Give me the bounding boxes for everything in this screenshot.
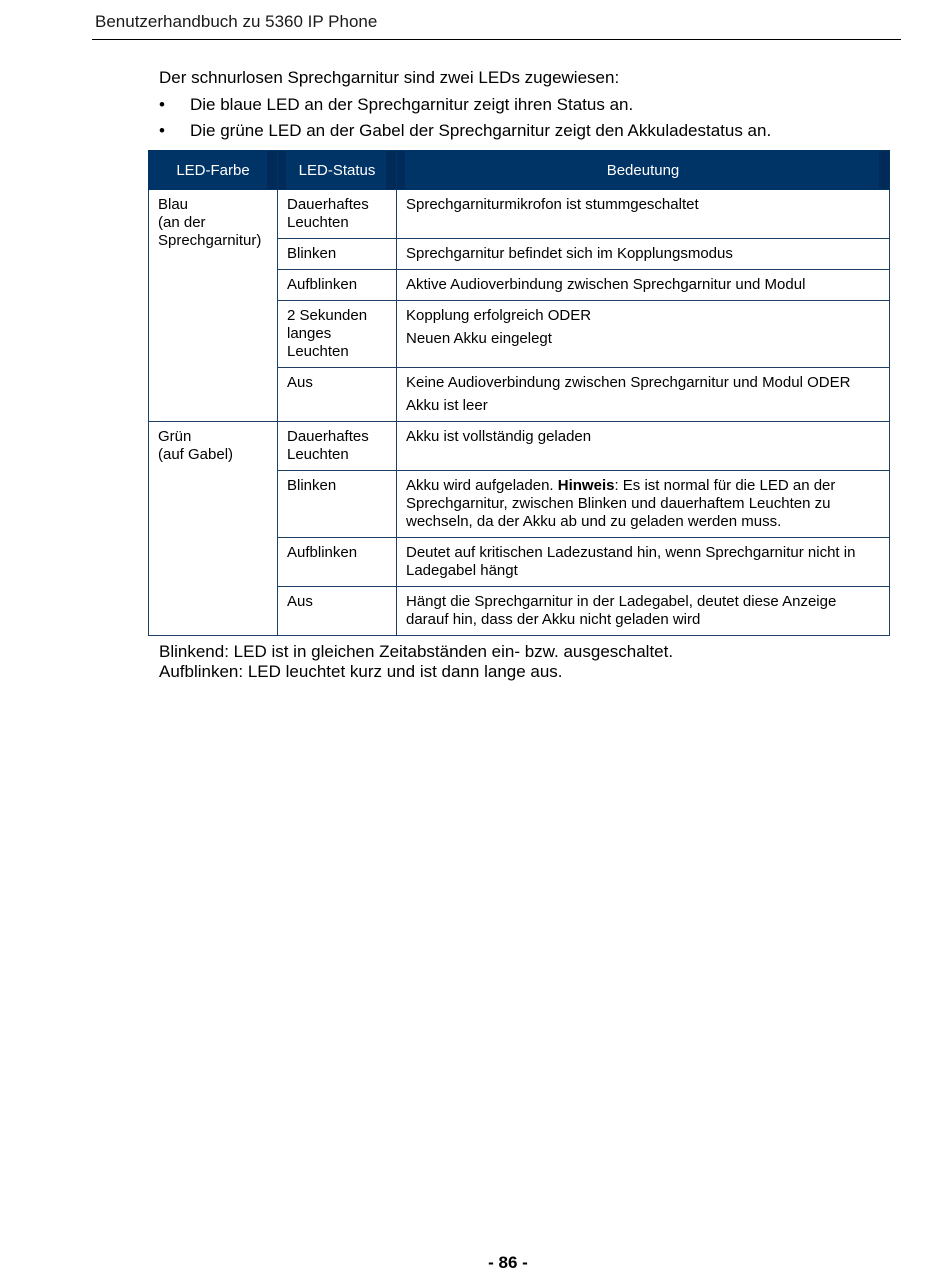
meaning-cell bbox=[397, 587, 890, 636]
header-led-status: LED-Status bbox=[278, 151, 397, 190]
color-line: Blau bbox=[158, 196, 189, 213]
meaning-line: Sprechgarniturmikrofon ist stummgeschaltet bbox=[406, 196, 699, 213]
hint-label: Hinweis bbox=[557, 477, 615, 494]
meaning-line: Neuen Akku eingelegt bbox=[406, 330, 552, 347]
status-line: Leuchten bbox=[287, 446, 349, 463]
color-cell-gruen bbox=[149, 422, 278, 636]
status-line: Aus bbox=[287, 593, 313, 610]
bullet-text: Die grüne LED an der Gabel der Sprechgarnitur zeigt den Akkuladestatus an. bbox=[190, 121, 772, 140]
status-line: Dauerhaftes bbox=[287, 196, 369, 213]
table-header-row bbox=[149, 151, 890, 190]
color-line: Grün bbox=[158, 428, 192, 445]
status-cell bbox=[278, 422, 397, 471]
header-led-farbe: LED-Farbe bbox=[149, 151, 278, 190]
status-line: 2 Sekunden bbox=[287, 307, 368, 324]
meaning-line: Kopplung erfolgreich ODER bbox=[406, 307, 592, 324]
status-cell bbox=[278, 190, 397, 239]
meaning-text: : Es ist normal für die LED an der Sprechgarnitur, zwischen Blinken und dauerhaftem Leuchten zu wechseln, da der Akku ab und zu geladen werden muss. bbox=[406, 477, 836, 530]
header-title: Benutzerhandbuch zu 5360 IP Phone bbox=[95, 12, 378, 31]
status-line: Aufblinken bbox=[287, 276, 358, 293]
status-line: Aufblinken bbox=[287, 544, 358, 561]
status-cell bbox=[278, 471, 397, 538]
status-cell bbox=[278, 368, 397, 422]
page-header bbox=[92, 10, 901, 40]
status-line: Leuchten bbox=[287, 343, 349, 360]
status-line: Dauerhaftes bbox=[287, 428, 369, 445]
meaning-line: Akku ist leer bbox=[406, 397, 488, 414]
meaning-line: Deutet auf kritischen Ladezustand hin, wenn Sprechgarnitur nicht in Ladegabel hängt bbox=[406, 544, 856, 579]
bullet-item bbox=[159, 95, 771, 121]
bullet-item bbox=[159, 121, 771, 147]
notes bbox=[159, 642, 673, 682]
meaning-line bbox=[406, 477, 880, 531]
meaning-line: Sprechgarnitur befindet sich im Kopplungsmodus bbox=[406, 245, 733, 262]
status-line: langes bbox=[287, 325, 332, 342]
status-line: Blinken bbox=[287, 245, 337, 262]
meaning-cell bbox=[397, 368, 890, 422]
table-row bbox=[149, 190, 890, 239]
meaning-cell bbox=[397, 538, 890, 587]
table-row bbox=[149, 422, 890, 471]
intro-text: Der schnurlosen Sprechgarnitur sind zwei LEDs zugewiesen: bbox=[159, 68, 620, 87]
meaning-cell bbox=[397, 270, 890, 301]
color-line: (an der bbox=[158, 214, 206, 231]
meaning-line: Aktive Audioverbindung zwischen Sprechgarnitur und Modul bbox=[406, 276, 806, 293]
meaning-cell bbox=[397, 422, 890, 471]
color-cell-blau bbox=[149, 190, 278, 422]
meaning-cell bbox=[397, 239, 890, 270]
bullet-list bbox=[159, 95, 771, 147]
status-cell bbox=[278, 239, 397, 270]
meaning-cell bbox=[397, 190, 890, 239]
meaning-text: Akku wird aufgeladen. bbox=[406, 477, 558, 494]
color-line: (auf Gabel) bbox=[158, 446, 234, 463]
led-table bbox=[148, 150, 890, 636]
status-cell bbox=[278, 270, 397, 301]
bullet-icon: • bbox=[159, 95, 165, 114]
status-line: Leuchten bbox=[287, 214, 349, 231]
status-cell bbox=[278, 538, 397, 587]
meaning-cell bbox=[397, 471, 890, 538]
header-bedeutung: Bedeutung bbox=[397, 151, 890, 190]
note-line: Aufblinken: LED leuchtet kurz und ist dann lange aus. bbox=[159, 662, 563, 681]
status-line: Blinken bbox=[287, 477, 337, 494]
meaning-line: Hängt die Sprechgarnitur in der Ladegabel, deutet diese Anzeige darauf hin, dass der Akku nicht geladen wird bbox=[406, 593, 837, 628]
meaning-cell bbox=[397, 301, 890, 368]
meaning-line: Keine Audioverbindung zwischen Sprechgarnitur und Modul ODER bbox=[406, 374, 851, 391]
note-line: Blinkend: LED ist in gleichen Zeitabständen ein- bzw. ausgeschaltet. bbox=[159, 642, 674, 661]
bullet-text: Die blaue LED an der Sprechgarnitur zeigt ihren Status an. bbox=[190, 95, 634, 114]
status-line: Aus bbox=[287, 374, 313, 391]
status-cell bbox=[278, 587, 397, 636]
status-cell bbox=[278, 301, 397, 368]
page-number: - 86 - bbox=[488, 1253, 528, 1272]
color-line: Sprechgarnitur) bbox=[158, 232, 262, 249]
bullet-icon: • bbox=[159, 121, 165, 140]
meaning-line: Akku ist vollständig geladen bbox=[406, 428, 592, 445]
